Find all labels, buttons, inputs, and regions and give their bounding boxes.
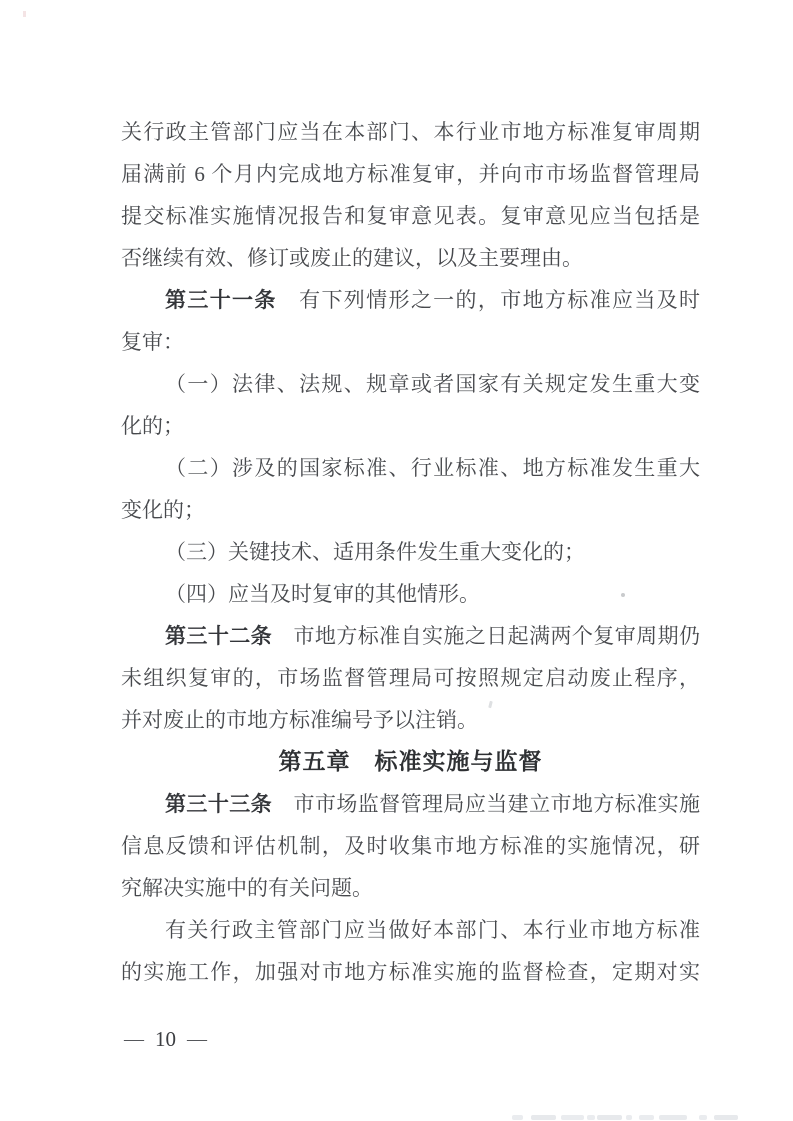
text-line bbox=[121, 453, 700, 495]
scan-bleed-mark bbox=[512, 1115, 523, 1120]
text-line bbox=[121, 789, 700, 831]
text-segment: 关行政主管部门应当在本部门、本行业市地方标准复审周期 bbox=[121, 120, 700, 144]
scan-bleed-mark bbox=[659, 1115, 687, 1120]
text-segment: （四）应当及时复审的其他情形。 bbox=[165, 582, 480, 606]
document-text-block bbox=[121, 117, 700, 999]
text-line bbox=[121, 957, 700, 999]
text-segment: 信息反馈和评估机制，及时收集市地方标准的实施情况，研 bbox=[121, 834, 700, 858]
text-line bbox=[121, 579, 700, 621]
scan-bleed-mark bbox=[587, 1115, 595, 1120]
text-segment: 并对废止的市地方标准编号予以注销。 bbox=[121, 708, 478, 732]
text-segment: 化的； bbox=[121, 414, 184, 438]
text-segment: 未组织复审的，市场监督管理局可按照规定启动废止程序， bbox=[121, 666, 700, 690]
article-number: 第三十二条 bbox=[165, 624, 273, 648]
footer-left-dash: — bbox=[124, 1028, 144, 1050]
text-segment: 究解决实施中的有关问题。 bbox=[121, 876, 373, 900]
text-line bbox=[121, 621, 700, 663]
text-segment: 届满前 6 个月内完成地方标准复审，并向市市场监督管理局 bbox=[121, 162, 700, 186]
text-line bbox=[121, 201, 700, 243]
text-line bbox=[121, 873, 700, 915]
page-number: 10 bbox=[155, 1027, 176, 1051]
text-segment: （一）法律、法规、规章或者国家有关规定发生重大变 bbox=[165, 372, 700, 396]
text-segment: 的实施工作，加强对市地方标准实施的监督检查，定期对实 bbox=[121, 960, 700, 984]
scan-bleed-mark bbox=[639, 1115, 654, 1120]
footer-right-dash: — bbox=[187, 1028, 207, 1050]
text-line bbox=[121, 117, 700, 159]
scan-speck bbox=[621, 593, 625, 597]
text-line bbox=[121, 537, 700, 579]
text-line bbox=[121, 915, 700, 957]
scan-bleed-mark bbox=[699, 1115, 707, 1120]
text-line bbox=[121, 285, 700, 327]
scan-bleed-mark bbox=[531, 1115, 556, 1120]
chapter-heading bbox=[121, 747, 700, 789]
article-number: 第三十三条 bbox=[165, 792, 273, 816]
text-line bbox=[121, 159, 700, 201]
text-segment: （二）涉及的国家标准、行业标准、地方标准发生重大 bbox=[165, 456, 700, 480]
scan-bleed-mark bbox=[561, 1115, 584, 1120]
scan-bleed-mark bbox=[714, 1115, 738, 1120]
text-line bbox=[121, 243, 700, 285]
article-number: 第三十一条 bbox=[165, 288, 277, 312]
text-line bbox=[121, 831, 700, 873]
text-segment: 变化的； bbox=[121, 498, 205, 522]
chapter-title-text: 第五章 标准实施与监督 bbox=[278, 749, 543, 774]
text-line bbox=[121, 369, 700, 411]
text-segment: 有关行政主管部门应当做好本部门、本行业市地方标准 bbox=[165, 918, 700, 942]
text-line bbox=[121, 705, 700, 747]
scan-bleed-mark bbox=[597, 1115, 622, 1120]
text-line bbox=[121, 663, 700, 705]
document-lines bbox=[121, 117, 700, 999]
text-line bbox=[121, 327, 700, 369]
scan-speck bbox=[23, 11, 26, 17]
page-number-footer bbox=[124, 1027, 207, 1052]
text-line bbox=[121, 411, 700, 453]
text-segment: 市地方标准自实施之日起满两个复审周期仍 bbox=[272, 624, 700, 648]
text-segment: 否继续有效、修订或废止的建议，以及主要理由。 bbox=[121, 246, 583, 270]
text-segment: 市市场监督管理局应当建立市地方标准实施 bbox=[272, 792, 700, 816]
text-segment: 有下列情形之一的，市地方标准应当及时 bbox=[276, 288, 700, 312]
scan-bleed-mark bbox=[626, 1115, 632, 1120]
text-line bbox=[121, 495, 700, 537]
text-segment: 提交标准实施情况报告和复审意见表。复审意见应当包括是 bbox=[121, 204, 700, 228]
text-segment: 复审： bbox=[121, 330, 184, 354]
text-segment: （三）关键技术、适用条件发生重大变化的； bbox=[165, 540, 585, 564]
